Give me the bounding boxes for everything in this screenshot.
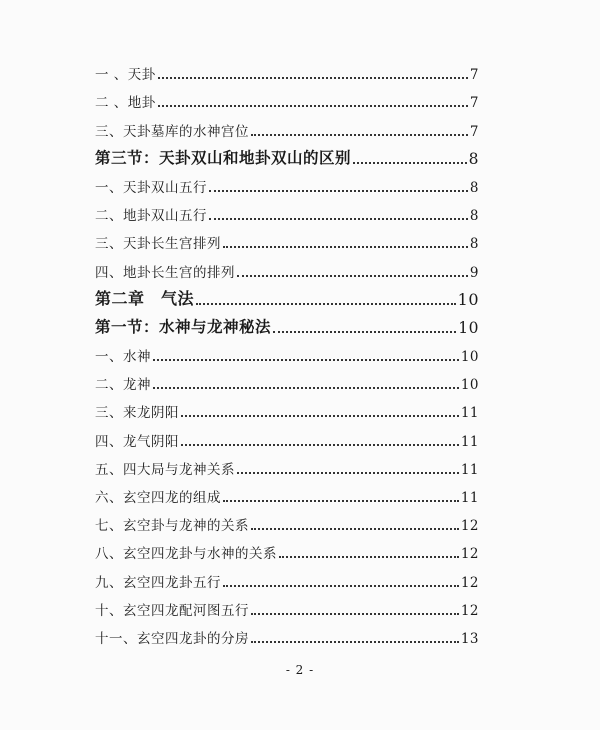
toc-entry[interactable] xyxy=(95,426,479,454)
toc-entry-label: 四、龙气阴阳 xyxy=(95,433,179,450)
toc-entry-page: 8 xyxy=(468,149,479,168)
toc-leader-dots xyxy=(181,444,459,446)
toc-entry-label: 七、玄空卦与龙神的关系 xyxy=(95,518,249,535)
toc-entry[interactable] xyxy=(95,539,479,567)
toc-leader-dots xyxy=(153,387,459,389)
toc-entry-label: 八、玄空四龙卦与水神的关系 xyxy=(95,546,277,563)
toc-entry-label: 二 、地卦 xyxy=(95,95,156,112)
toc-entry-page: 11 xyxy=(460,490,479,506)
toc-entry-page: 9 xyxy=(469,264,479,281)
toc-section-entry[interactable] xyxy=(95,314,479,342)
toc-entry[interactable] xyxy=(95,596,479,624)
toc-entry-label: 四、地卦长生宫的排列 xyxy=(95,264,235,281)
toc-entry-label: 五、四大局与龙神关系 xyxy=(95,461,235,478)
toc-entry-page: 10 xyxy=(460,377,479,394)
toc-leader-dots xyxy=(209,190,468,192)
toc-leader-dots xyxy=(279,556,459,558)
toc-entry-page: 7 xyxy=(469,123,479,140)
toc-entry[interactable] xyxy=(95,229,479,257)
toc-entry-page: 8 xyxy=(469,179,479,196)
toc-entry[interactable] xyxy=(95,455,479,483)
toc-entry-label: 九、玄空四龙卦五行 xyxy=(95,574,221,591)
toc-leader-dots xyxy=(223,500,459,502)
toc-entry-label: 六、玄空四龙的组成 xyxy=(95,490,221,506)
toc-entry-label: 第三节：天卦双山和地卦双山的区别 xyxy=(95,147,352,167)
toc-entry-page: 7 xyxy=(469,95,479,112)
toc-leader-dots xyxy=(209,218,468,220)
toc-entry-label: 第二章 气法 xyxy=(95,288,195,308)
toc-leader-dots xyxy=(181,415,459,417)
toc-entry[interactable] xyxy=(95,398,479,426)
toc-leader-dots xyxy=(196,303,456,305)
toc-entry-page: 7 xyxy=(469,67,479,84)
toc-entry-label: 十一、玄空四龙卦的分房 xyxy=(95,630,249,647)
page-number: - 2 - xyxy=(285,663,315,677)
toc-entry-page: 10 xyxy=(458,318,479,337)
toc-leader-dots xyxy=(223,246,468,248)
toc-leader-dots xyxy=(251,528,459,530)
toc-entry[interactable] xyxy=(95,567,479,595)
toc-leader-dots xyxy=(237,472,459,474)
toc-entry-page: 12 xyxy=(460,546,479,563)
toc-entry[interactable] xyxy=(95,624,479,652)
toc-entry-page: 11 xyxy=(460,461,479,478)
toc-entry[interactable] xyxy=(95,342,479,370)
toc-entry-label: 三、天卦长生宫排列 xyxy=(95,236,221,253)
toc-entry[interactable] xyxy=(95,60,479,88)
toc-entry-label: 三、天卦墓库的水神宫位 xyxy=(95,123,249,140)
toc-entry-page: 11 xyxy=(460,433,479,450)
toc-entry[interactable] xyxy=(95,483,479,511)
toc-entry-label: 三、来龙阴阳 xyxy=(95,405,179,422)
toc-entry-label: 十、玄空四龙配河图五行 xyxy=(95,602,249,619)
toc-section-entry[interactable] xyxy=(95,145,479,173)
toc-entry[interactable] xyxy=(95,201,479,229)
toc-entry-label: 一、天卦双山五行 xyxy=(95,179,207,196)
toc-leader-dots xyxy=(153,359,459,361)
toc-entry-page: 12 xyxy=(460,602,479,619)
toc-leader-dots xyxy=(251,134,468,136)
table-of-contents xyxy=(95,60,479,652)
toc-entry[interactable] xyxy=(95,257,479,285)
toc-entry-page: 8 xyxy=(469,236,479,253)
toc-entry-page: 10 xyxy=(457,289,479,309)
toc-entry-page: 11 xyxy=(460,405,479,422)
toc-entry-label: 一 、天卦 xyxy=(95,67,156,84)
toc-entry-label: 二、地卦双山五行 xyxy=(95,208,207,225)
toc-entry[interactable] xyxy=(95,370,479,398)
toc-entry-label: 一、水神 xyxy=(95,349,151,366)
toc-entry[interactable] xyxy=(95,88,479,116)
toc-chapter-entry[interactable] xyxy=(95,286,479,314)
toc-leader-dots xyxy=(223,585,459,587)
toc-leader-dots xyxy=(353,162,467,164)
toc-entry-page: 12 xyxy=(460,518,479,535)
toc-leader-dots xyxy=(237,275,468,277)
toc-entry-page: 10 xyxy=(460,349,479,366)
toc-entry[interactable] xyxy=(95,116,479,144)
toc-entry-label: 二、龙神 xyxy=(95,377,151,394)
toc-entry-label: 第一节：水神与龙神秘法 xyxy=(95,316,272,336)
toc-entry[interactable] xyxy=(95,511,479,539)
toc-entry[interactable] xyxy=(95,173,479,201)
toc-leader-dots xyxy=(273,331,456,333)
toc-entry-page: 12 xyxy=(460,574,479,591)
toc-leader-dots xyxy=(158,105,468,107)
toc-entry-page: 8 xyxy=(469,208,479,225)
toc-leader-dots xyxy=(251,641,459,643)
toc-leader-dots xyxy=(158,77,468,79)
toc-entry-page: 13 xyxy=(460,630,479,647)
toc-leader-dots xyxy=(251,613,459,615)
